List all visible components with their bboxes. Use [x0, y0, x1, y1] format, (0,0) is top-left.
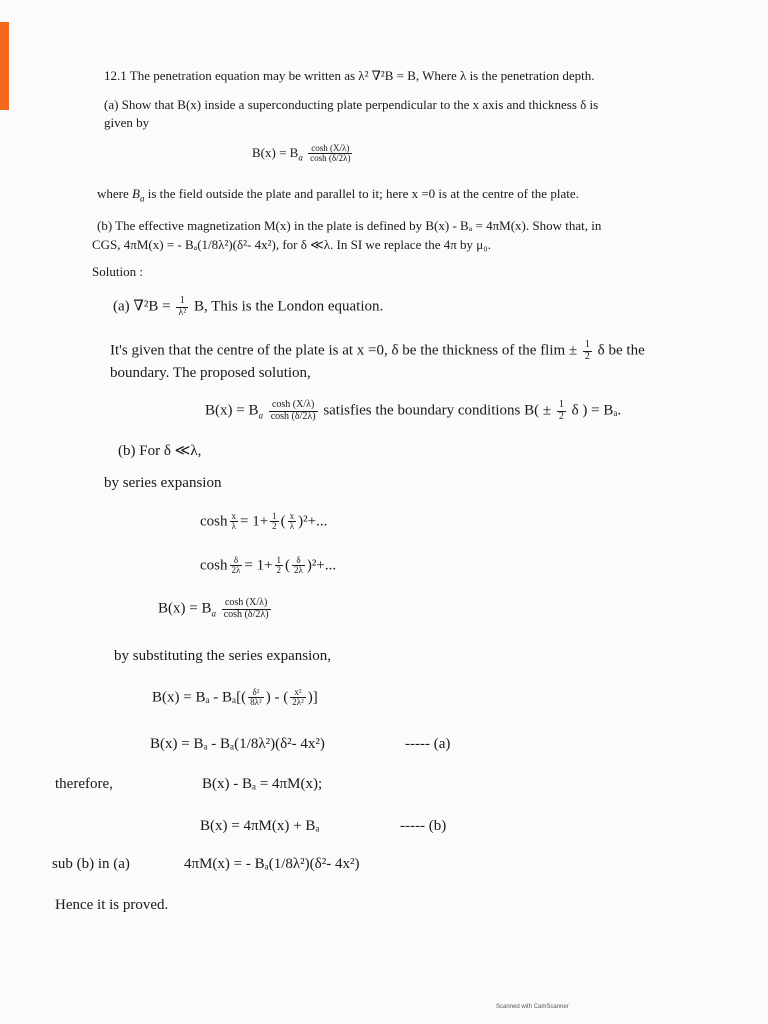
therefore-label: therefore, — [55, 776, 113, 792]
question-part-b-line-1: (b) The effective magnetization M(x) in the plate is defined by B(x) - Bₐ = 4πM(x). Show that, in — [97, 218, 602, 233]
solution-given-line-2: boundary. The proposed solution, — [110, 365, 311, 381]
question-equation: $B(x) = B_a$ $\frac{\cosh (X/\lambda)}{\cosh (\delta/2\lambda)}$ — [252, 143, 351, 164]
expanded-equation: B(x) = Bₐ - Bₐ[( $\frac{\text{δ²}}{\text{8λ²}}$ ) - ( $\frac{\text{x²}}{\text{2λ²}}$ )] — [152, 687, 318, 708]
question-part-a-line-2: given by — [104, 115, 150, 130]
bx-restated: $B(x) = B_a$ $\frac{\cosh (X/\lambda)}{\cosh (\delta/2\lambda)}$ — [158, 597, 269, 620]
substitution-label: by substituting the series expansion, — [114, 648, 332, 664]
cosh-delta-series: cosh $\frac{\delta}{2\lambda}$ = 1+ $\frac{1}{2}$ ( $\frac{\delta}{2\lambda}$ )²+... — [200, 555, 337, 576]
solution-part-a: (a) ∇²B = $\frac{1}{\text{λ²}}$ B, This is the London equation. — [113, 295, 384, 318]
question-part-b-line-2: CGS, 4πM(x) = - Bₐ(1/8λ²)(δ²- 4x²), for δ ≪λ. In SI we replace the 4π by μ₀. — [92, 237, 492, 252]
page-edge-mark — [0, 22, 9, 110]
question-where-line: where $B_a$ is the field outside the plate and parallel to it; here x =0 is at the centre of the plate. — [97, 186, 579, 204]
equation-a: B(x) = Bₐ - Bₐ(1/8λ²)(δ²- 4x²) — [150, 736, 325, 752]
final-result-equation: 4πM(x) = - Bₐ(1/8λ²)(δ²- 4x²) — [184, 856, 360, 872]
question-part-a-line-1: (a) Show that B(x) inside a superconducting plate perpendicular to the x axis and thickness δ is — [104, 97, 599, 112]
solution-given-line-1: It's given that the centre of the plate is at x =0, δ be the thickness of the flim ± $\frac{1}{2}$ δ be the — [110, 339, 645, 362]
scanner-watermark: Scanned with CamScanner — [496, 1004, 569, 1010]
conclusion-text: Hence it is proved. — [55, 897, 169, 913]
equation-magnetization: B(x) - Bₐ = 4πM(x); — [202, 776, 323, 792]
equation-b-tag: ----- (b) — [400, 818, 447, 834]
solution-heading: Solution : — [92, 264, 143, 279]
substitution-step-label: sub (b) in (a) — [52, 856, 130, 872]
equation-a-tag: ----- (a) — [405, 736, 451, 752]
proposed-solution: $B(x) = B_a$ $\frac{\cosh (X/\lambda)}{\cosh (\delta/2\lambda)}$ satisfies the boundary conditions B( ± $\frac{1}{2}$ δ ) = Bₐ. — [205, 399, 622, 422]
series-expansion-label: by series expansion — [104, 475, 222, 491]
cosh-x-series: cosh $\frac{x}{\lambda}$ = 1+ $\frac{1}{2}$ ( $\frac{x}{\lambda}$ )²+... — [200, 511, 328, 532]
equation-b: B(x) = 4πM(x) + Bₐ — [200, 818, 320, 834]
solution-part-b-label: (b) For δ ≪λ, — [118, 443, 202, 459]
question-line-1: 12.1 The penetration equation may be written as λ² ∇²B = B, Where λ is the penetration depth. — [104, 68, 595, 83]
